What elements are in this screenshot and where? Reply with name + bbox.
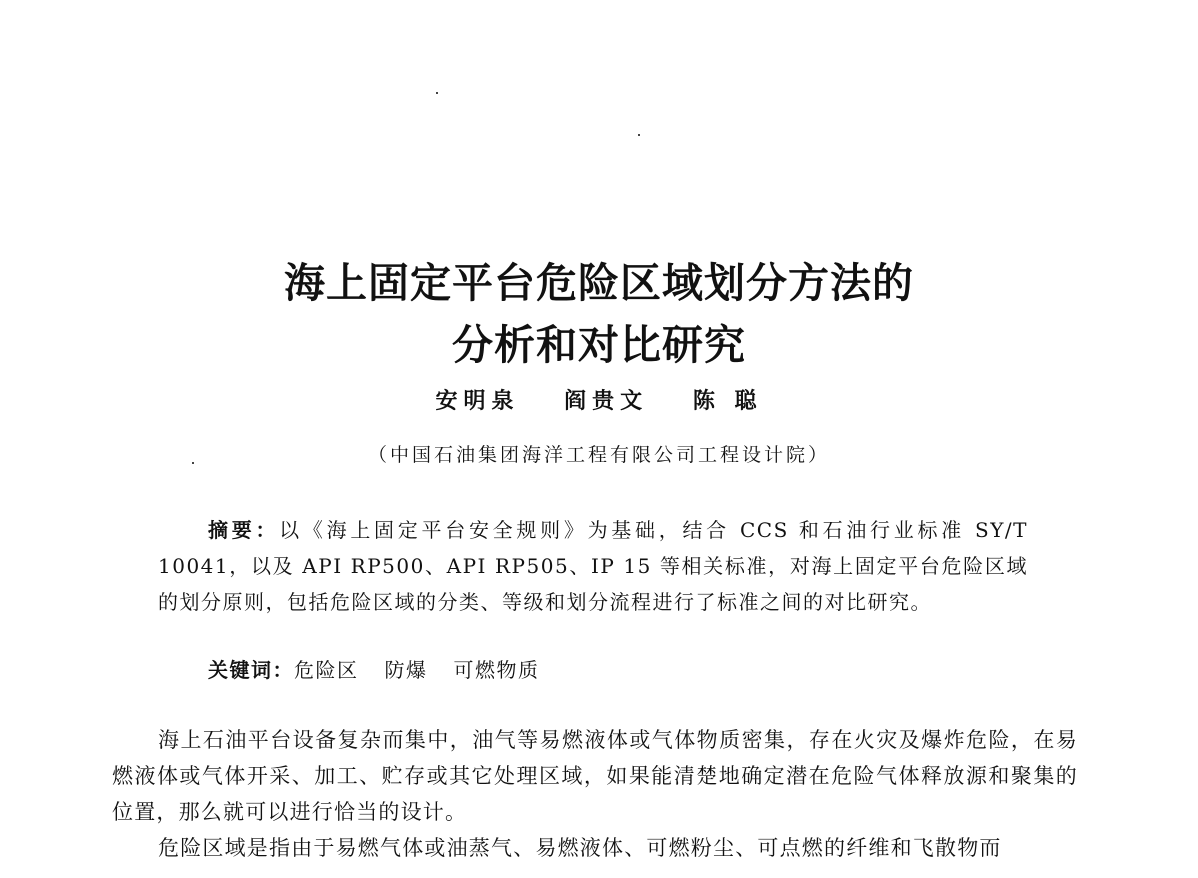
scan-speck <box>436 92 438 94</box>
keyword: 防爆 <box>384 658 428 682</box>
keyword: 可燃物质 <box>453 658 540 682</box>
scan-speck <box>638 134 640 136</box>
keyword: 危险区 <box>294 658 359 682</box>
abstract-text: 以《海上固定平台安全规则》为基础，结合 CCS 和石油行业标准 SY/T 10041，以及 API RP500、API RP505、IP 15 等相关标准，对海上固定平台危险区域的划分原则，包括危险区域的分类、等级和划分流程进行了标准之间的对比研究。 <box>158 518 1028 614</box>
abstract-label: 摘要： <box>208 518 280 542</box>
keywords <box>208 654 566 683</box>
abstract <box>158 512 1028 620</box>
author-list <box>0 384 1198 415</box>
paper-title-line-1: 海上固定平台危险区域划分方法的 <box>284 259 914 307</box>
body-paragraph-1: 海上石油平台设备复杂而集中，油气等易燃液体或气体物质密集，存在火灾及爆炸危险，在易燃液体或气体开采、加工、贮存或其它处理区域，如果能清楚地确定潜在危险气体释放源和聚集的位置，那么就可以进行恰当的设计。 <box>112 728 1078 824</box>
author-name: 安明泉 <box>435 388 520 414</box>
paper-title-line-2: 分析和对比研究 <box>452 321 746 369</box>
keywords-label: 关键词： <box>208 658 294 682</box>
author-name: 阎贵文 <box>564 388 649 414</box>
affiliation: （中国石油集团海洋工程有限公司工程设计院） <box>367 444 830 466</box>
body-paragraph-2: 危险区域是指由于易燃气体或油蒸气、易燃液体、可燃粉尘、可点燃的纤维和飞散物而 <box>158 836 1002 860</box>
author-name: 陈 聪 <box>692 388 763 414</box>
